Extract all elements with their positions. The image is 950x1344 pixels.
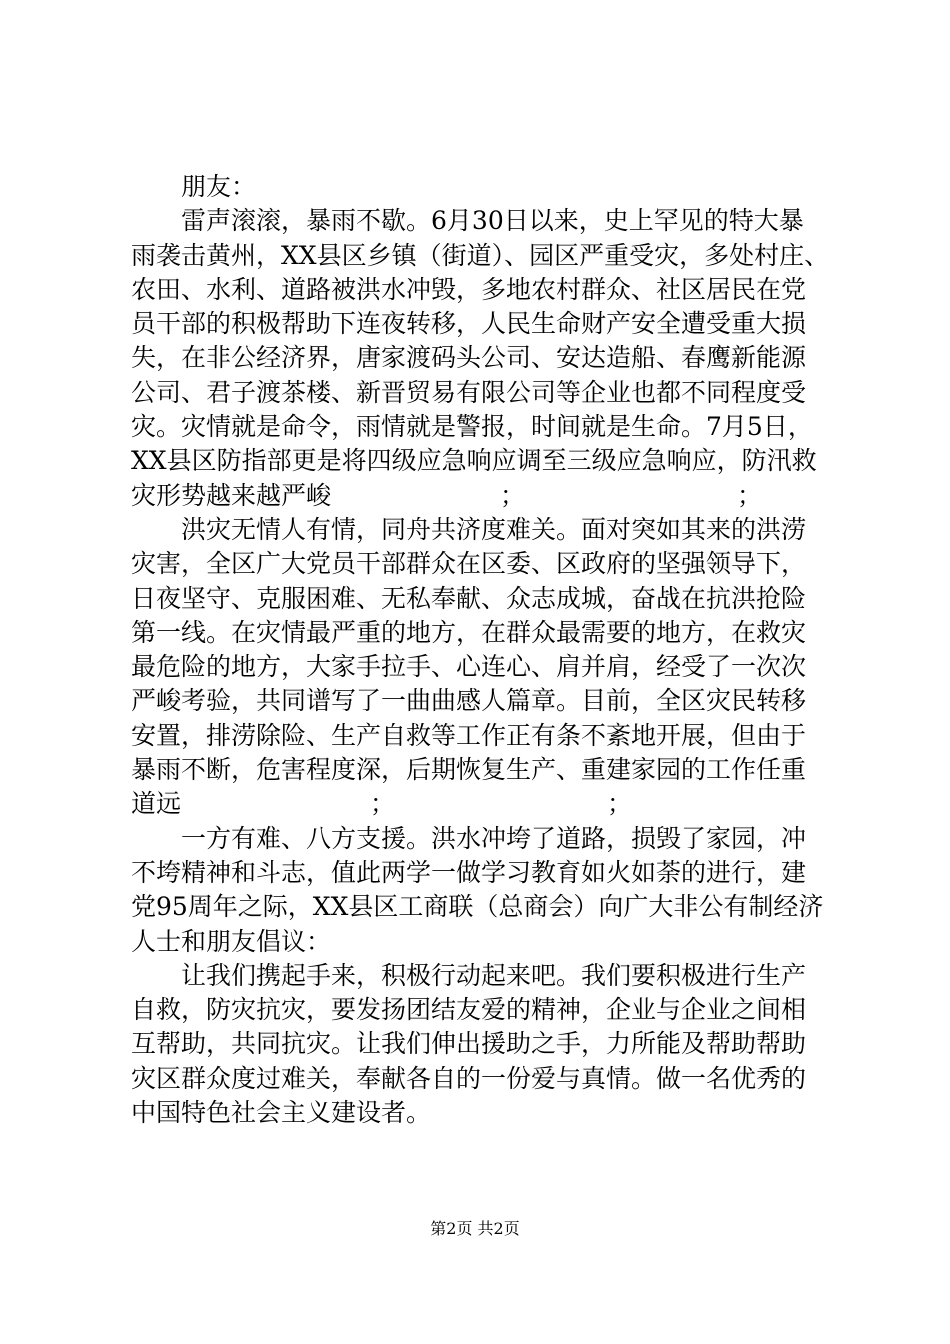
text-line: 党95周年之际，XX县区工商联（总商会）向广大非公有制经济 (131, 892, 824, 922)
salutation: 朋友： (181, 172, 257, 201)
text-line-with-separators (131, 787, 831, 821)
text-line: 安置，排涝除险、生产自救等工作正有条不紊地开展，但由于 (131, 720, 807, 750)
page-footer: 第2页 共2页 (430, 1219, 520, 1238)
text-fragment: 道远 (131, 789, 182, 819)
text-line: 最危险的地方，大家手拉手、心连心、肩并肩，经受了一次次 (131, 652, 807, 682)
text-line: 失，在非公经济界，唐家渡码头公司、安达造船、春鹰新能源 (131, 343, 807, 373)
text-line: 灾区群众度过难关，奉献各自的一份爱与真情。做一名优秀的 (131, 1063, 807, 1093)
text-line: XX县区防指部更是将四级应急响应调至三级应急响应，防汛救 (131, 446, 817, 476)
text-line: 雷声滚滚，暴雨不歇。6月30日以来，史上罕见的特大暴 (181, 206, 804, 236)
separator-mark: ； (370, 789, 396, 819)
text-line: 公司、君子渡茶楼、新晋贸易有限公司等企业也都不同程度受 (131, 377, 807, 407)
text-line: 农田、水利、道路被洪水冲毁，多地农村群众、社区居民在党 (131, 274, 807, 304)
separator-mark: ； (737, 480, 763, 510)
text-line: 严峻考验，共同谱写了一曲曲感人篇章。目前，全区灾民转移 (131, 686, 807, 716)
text-line: 雨袭击黄州，XX县区乡镇（街道）、园区严重受灾，多处村庄、 (131, 240, 830, 270)
text-line: 灾害，全区广大党员干部群众在区委、区政府的坚强领导下， (131, 549, 807, 579)
text-line: 让我们携起手来，积极行动起来吧。我们要积极进行生产 (181, 960, 807, 990)
text-line: 自救，防灾抗灾，要发扬团结友爱的精神，企业与企业之间相 (131, 995, 807, 1025)
text-line: 人士和朋友倡议： (131, 926, 332, 956)
separator-mark: ； (500, 480, 526, 510)
text-line-with-separators (131, 479, 831, 513)
document-body (131, 170, 831, 1130)
text-line: 员干部的积极帮助下连夜转移，人民生命财产安全遭受重大损 (131, 309, 807, 339)
text-line: 一方有难、八方支援。洪水冲垮了道路，损毁了家园，冲 (181, 823, 807, 853)
separator-mark: ； (607, 789, 633, 819)
text-line: 洪灾无情人有情，同舟共济度难关。面对突如其来的洪涝 (181, 514, 807, 544)
text-line: 不垮精神和斗志，值此两学一做学习教育如火如荼的进行，建 (131, 857, 807, 887)
text-line: 日夜坚守、克服困难、无私奉献、众志成城，奋战在抗洪抢险 (131, 583, 807, 613)
text-line: 中国特色社会主义建设者。 (131, 1098, 432, 1128)
text-line: 互帮助，共同抗灾。让我们伸出援助之手，力所能及帮助帮助 (131, 1029, 807, 1059)
text-line: 暴雨不断，危害程度深，后期恢复生产、重建家园的工作任重 (131, 755, 807, 785)
text-line: 第一线。在灾情最严重的地方，在群众最需要的地方，在救灾 (131, 617, 807, 647)
text-line: 灾。灾情就是命令，雨情就是警报，时间就是生命。7月5日， (131, 412, 813, 442)
text-fragment: 灾形势越来越严峻 (131, 480, 332, 510)
